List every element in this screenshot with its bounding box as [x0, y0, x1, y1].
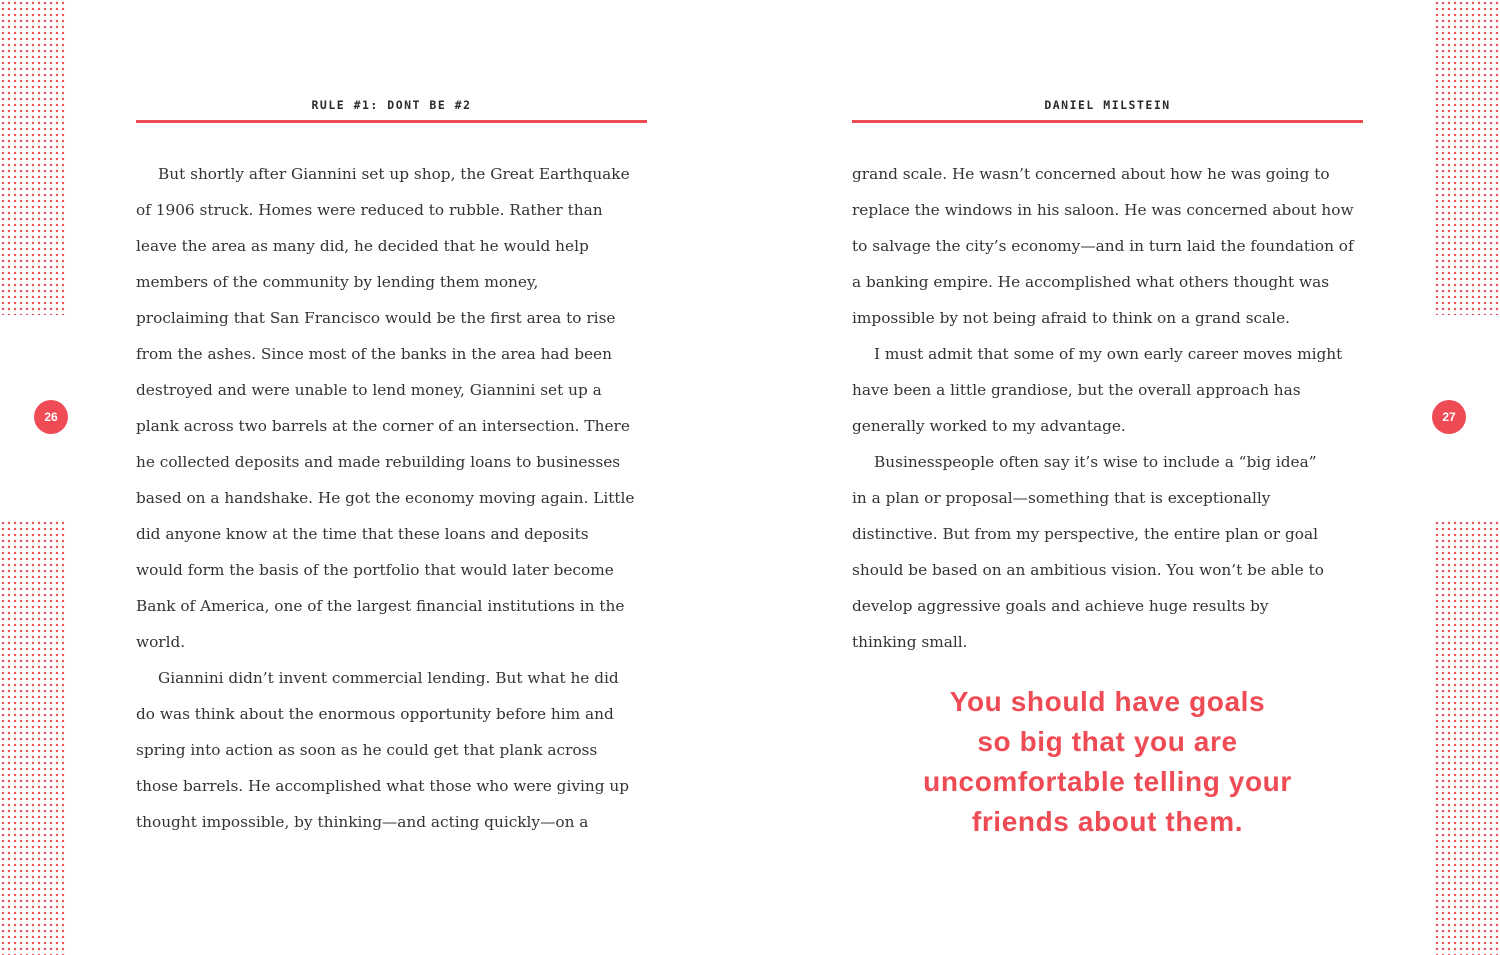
pull-quote-line: uncomfortable telling your: [923, 766, 1292, 797]
dotted-pattern-left-bottom: [0, 520, 66, 955]
text-line: generally worked to my advantage.: [852, 417, 1126, 435]
left-body-text: [136, 156, 647, 840]
text-line: Bank of America, one of the largest financial institutions in the: [136, 597, 625, 615]
pull-quote: [852, 682, 1363, 842]
text-line: destroyed and were unable to lend money, Giannini set up a: [136, 381, 602, 399]
dotted-pattern-right-top: [1434, 0, 1500, 315]
text-line: of 1906 struck. Homes were reduced to rubble. Rather than: [136, 201, 603, 219]
text-line: based on a handshake. He got the economy moving again. Little: [136, 489, 635, 507]
text-line: spring into action as soon as he could get that plank across: [136, 741, 598, 759]
left-page: [136, 98, 647, 840]
text-line: in a plan or proposal—something that is exceptionally: [852, 489, 1271, 507]
pull-quote-line: friends about them.: [971, 806, 1244, 837]
text-line: grand scale. He wasn’t concerned about how he was going to: [852, 165, 1330, 183]
text-line: those barrels. He accomplished what those who were giving up: [136, 777, 630, 795]
paragraph: [136, 156, 647, 660]
text-line: would form the basis of the portfolio that would later become: [136, 561, 614, 579]
pull-quote-line: so big that you are: [977, 726, 1238, 757]
running-head-left: RULE #1: DONT BE #2: [136, 98, 647, 123]
text-line: he collected deposits and made rebuilding loans to businesses: [136, 453, 621, 471]
text-line: develop aggressive goals and achieve huge results by: [852, 597, 1269, 615]
text-line: have been a little grandiose, but the overall approach has: [852, 381, 1301, 399]
text-line: leave the area as many did, he decided that he would help: [136, 237, 589, 255]
running-head-right: DANIEL MILSTEIN: [852, 98, 1363, 123]
text-line: did anyone know at the time that these loans and deposits: [136, 525, 589, 543]
text-line: members of the community by lending them money,: [136, 273, 539, 291]
text-line: I must admit that some of my own early career moves might: [874, 345, 1343, 363]
text-line: thought impossible, by thinking—and acting quickly—on a: [136, 813, 589, 831]
paragraph: [852, 444, 1363, 660]
text-line: world.: [136, 633, 186, 651]
pull-quote-line: You should have goals: [949, 686, 1266, 717]
right-body-text: [852, 156, 1363, 660]
text-line: a banking empire. He accomplished what others thought was: [852, 273, 1330, 291]
page-number-right: 27: [1432, 400, 1466, 434]
text-line: proclaiming that San Francisco would be the first area to rise: [136, 309, 616, 327]
text-line: impossible by not being afraid to think on a grand scale.: [852, 309, 1291, 327]
dotted-pattern-left-top: [0, 0, 66, 315]
text-line: But shortly after Giannini set up shop, the Great Earthquake: [158, 165, 630, 183]
paragraph: [852, 336, 1363, 444]
text-line: Giannini didn’t invent commercial lending. But what he did: [158, 669, 619, 687]
text-line: do was think about the enormous opportunity before him and: [136, 705, 614, 723]
text-line: thinking small.: [852, 633, 968, 651]
text-line: plank across two barrels at the corner of an intersection. There: [136, 417, 630, 435]
text-line: distinctive. But from my perspective, the entire plan or goal: [852, 525, 1318, 543]
text-line: from the ashes. Since most of the banks in the area had been: [136, 345, 612, 363]
text-line: to salvage the city’s economy—and in turn laid the foundation of: [852, 237, 1354, 255]
paragraph: [136, 660, 647, 840]
text-line: should be based on an ambitious vision. You won’t be able to: [852, 561, 1324, 579]
paragraph: [852, 156, 1363, 336]
text-line: replace the windows in his saloon. He was concerned about how: [852, 201, 1354, 219]
right-page: [852, 98, 1363, 842]
page-number-left: 26: [34, 400, 68, 434]
dotted-pattern-right-bottom: [1434, 520, 1500, 955]
text-line: Businesspeople often say it’s wise to include a “big idea”: [874, 453, 1317, 471]
